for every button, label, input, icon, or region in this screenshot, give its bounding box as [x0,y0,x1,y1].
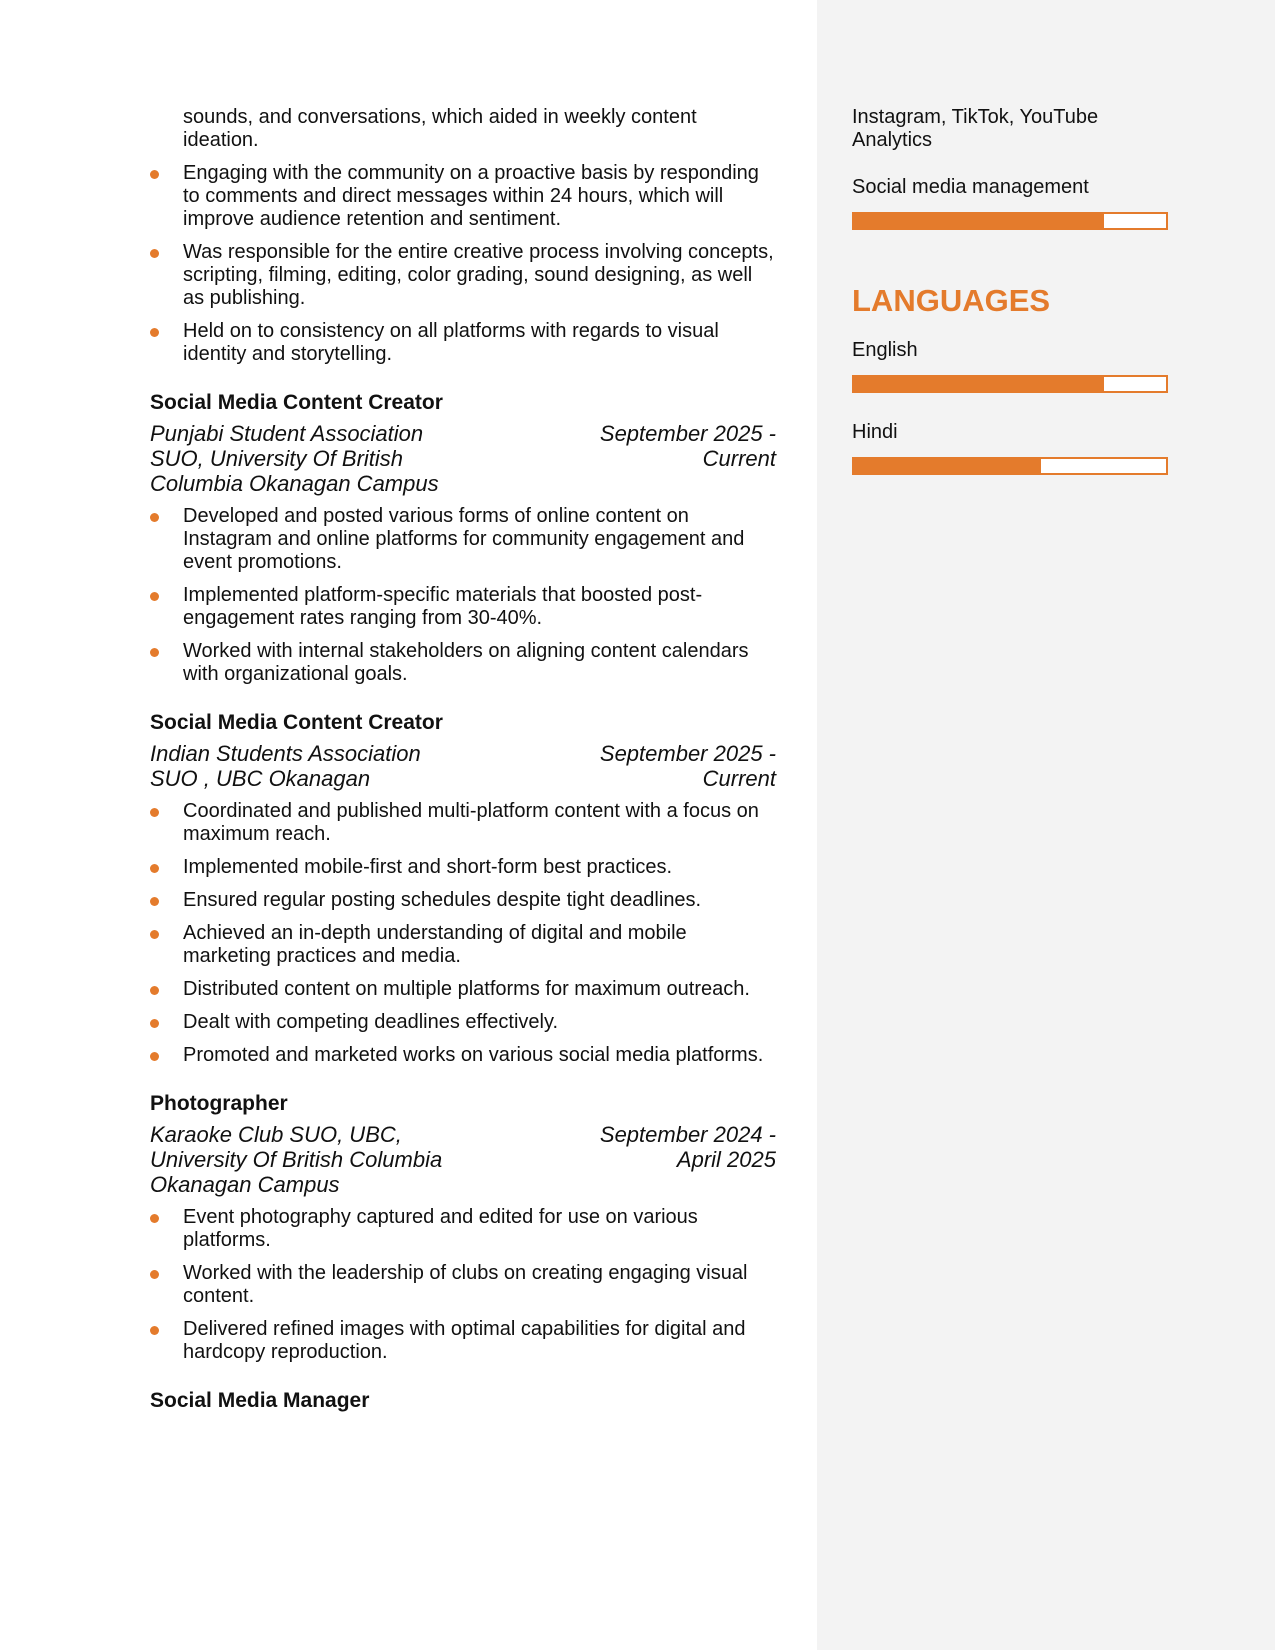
job-entry [150,1388,776,1414]
bullet-list [150,800,776,1067]
job-dates: September 2024 - April 2025 [599,1122,776,1172]
language-level-bar [852,457,1168,475]
job-title: Social Media Content Creator [150,391,443,414]
skills-text: Instagram, TikTok, YouTube Analytics [852,106,1099,151]
list-item: Developed and posted various forms of online content on Instagram and online platforms for community engagement and event promotions. [150,505,776,574]
skill-label: Social media management [852,176,1089,198]
language-label: Hindi [852,421,898,443]
list-item: Dealt with competing deadlines effectively. [150,1011,776,1034]
job-organization: Punjabi Student Association SUO, University Of British Columbia Okanagan Campus [150,421,439,496]
list-item: Promoted and marketed works on various social media platforms. [150,1044,776,1067]
bullet-dot-icon [150,170,159,179]
list-item: Ensured regular posting schedules despite tight deadlines. [150,889,776,912]
list-item: Delivered refined images with optimal capabilities for digital and hardcopy reproduction. [150,1318,776,1364]
skill-item [852,176,1172,230]
bullet-dot-icon [150,1019,159,1028]
list-item: Worked with internal stakeholders on aligning content calendars with organizational goals. [150,640,776,686]
list-item: Distributed content on multiple platforms for maximum outreach. [150,978,776,1001]
skill-level-fill [854,214,1104,228]
language-item [852,421,1172,475]
bullet-list [150,1206,776,1364]
bullet-dot-icon [150,328,159,337]
list-item: Coordinated and published multi-platform content with a focus on maximum reach. [150,800,776,846]
languages-heading: LANGUAGES [852,283,1051,318]
bullet-dot-icon [150,1052,159,1061]
bullet-dot-icon [150,897,159,906]
bullet-dot-icon [150,249,159,258]
bullet-dot-icon [150,808,159,817]
sidebar [852,106,1172,503]
bullet-dot-icon [150,864,159,873]
skill-level-bar [852,212,1168,230]
bullet-dot-icon [150,592,159,601]
bullet-dot-icon [150,1326,159,1335]
list-item: Was responsible for the entire creative process involving concepts, scripting, filming, editing, color grading, sound designing, as well as publishing. [150,241,776,310]
bullet-dot-icon [150,986,159,995]
list-item: Achieved an in-depth understanding of digital and mobile marketing practices and media. [150,922,776,968]
job-entry [150,710,776,1067]
job-title: Photographer [150,1092,288,1115]
list-item: Implemented mobile-first and short-form best practices. [150,856,776,879]
list-item: Worked with the leadership of clubs on creating engaging visual content. [150,1262,776,1308]
bullet-list [150,162,776,366]
bullet-dot-icon [150,1270,159,1279]
list-item: Event photography captured and edited for use on various platforms. [150,1206,776,1252]
language-level-bar [852,375,1168,393]
bullet-list [150,505,776,686]
job-entry [150,390,776,686]
bullet-dot-icon [150,648,159,657]
job-title: Social Media Content Creator [150,711,443,734]
language-level-fill [854,459,1041,473]
language-item [852,339,1172,393]
job-dates: September 2025 - Current [599,741,776,791]
bullet-dot-icon [150,930,159,939]
language-level-fill [854,377,1104,391]
job-organization: Indian Students Association SUO , UBC Okanagan [150,741,421,791]
bullet-dot-icon [150,513,159,522]
language-label: English [852,339,918,361]
list-item: Engaging with the community on a proactive basis by responding to comments and direct messages within 24 hours, which will improve audience retention and sentiment. [150,162,776,231]
bullet-continuation: sounds, and conversations, which aided in weekly content ideation. [183,106,697,151]
job-dates: September 2025 - Current [599,421,776,471]
experience-section [150,106,776,1414]
bullet-dot-icon [150,1214,159,1223]
job-title: Social Media Manager [150,1389,370,1412]
job-organization: Karaoke Club SUO, UBC, University Of British Columbia Okanagan Campus [150,1122,443,1197]
list-item: Implemented platform-specific materials that boosted post-engagement rates ranging from 30-40%. [150,584,776,630]
job-entry [150,1091,776,1364]
list-item: Held on to consistency on all platforms with regards to visual identity and storytelling. [150,320,776,366]
